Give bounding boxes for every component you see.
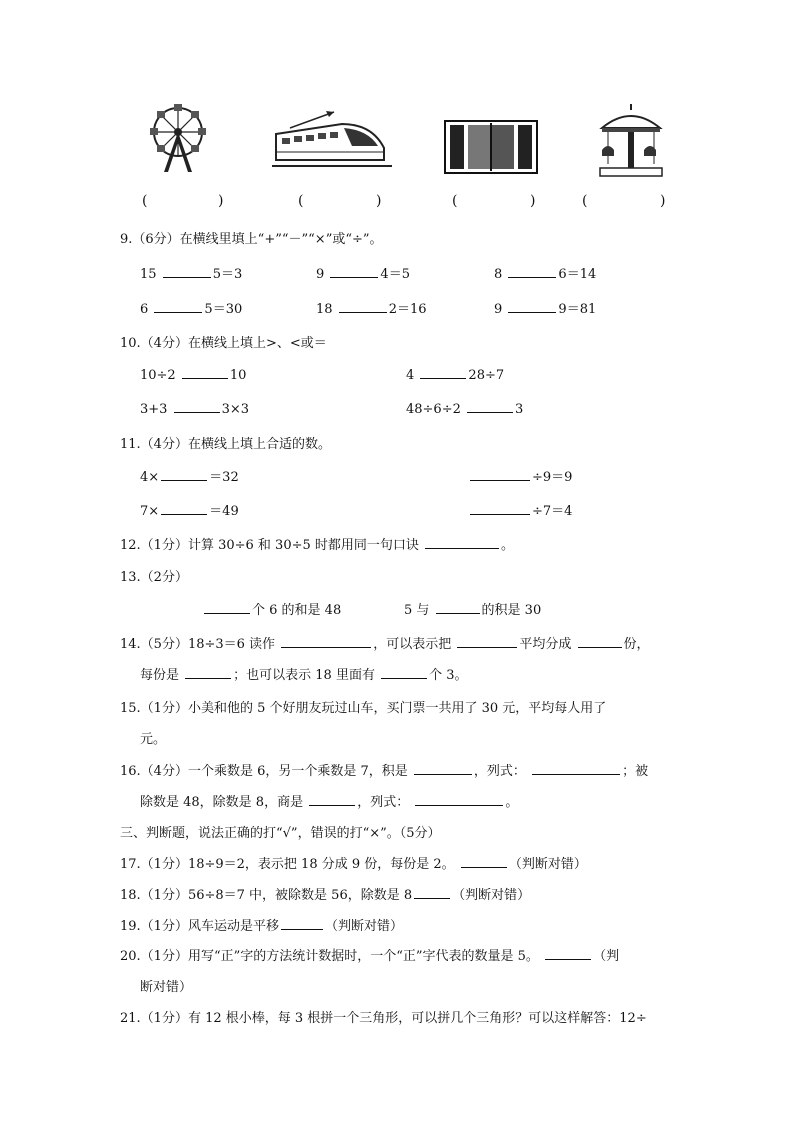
answer-blank[interactable] <box>281 916 323 930</box>
answer-blank[interactable] <box>281 634 371 648</box>
answer-blank[interactable] <box>470 467 530 481</box>
question-21: 21.（1分）有 12 根小棒，每 3 根拼一个三角形，可以拼几个三角形？可以这样解答：12÷ <box>120 1011 647 1026</box>
answer-blank[interactable] <box>578 634 622 648</box>
answer-blank[interactable] <box>415 792 503 806</box>
answer-paren-close-2: ) <box>376 193 382 209</box>
answer-paren-open-2: ( <box>298 193 304 209</box>
question-15-line-2: 元。 <box>140 732 167 747</box>
q10-item-4: 48÷6÷2 3 <box>406 399 523 417</box>
q9-item-5: 18 2＝16 <box>316 298 427 317</box>
answer-blank[interactable] <box>154 299 202 313</box>
answer-paren-open-3: ( <box>452 193 458 209</box>
answer-blank[interactable] <box>204 600 250 614</box>
question-12: 12.（1分）计算 30÷6 和 30÷5 时都用同一句口诀 。 <box>120 534 514 553</box>
answer-blank[interactable] <box>174 399 220 413</box>
answer-blank[interactable] <box>339 299 387 313</box>
answer-paren-open-1: ( <box>142 193 148 209</box>
answer-paren-open-4: ( <box>582 193 588 209</box>
question-16-line-2: 除数是 48，除数是 8，商是 ，列式： 。 <box>140 791 518 810</box>
answer-blank[interactable] <box>381 665 427 679</box>
question-14-line-1: 14.（5分）18÷3＝6 读作 ，可以表示把 平均分成 份， <box>120 633 650 652</box>
answer-blank[interactable] <box>457 634 517 648</box>
q9-item-2: 9 4＝5 <box>316 263 410 282</box>
question-10-heading: 10.（4分）在横线上填上>、<或＝ <box>120 336 327 351</box>
answer-blank[interactable] <box>163 264 211 278</box>
answer-blank[interactable] <box>185 665 231 679</box>
question-17: 17.（1分）18÷9＝2，表示把 18 分成 9 份，每份是 2。 （判断对错） <box>120 853 587 872</box>
carousel-icon <box>598 102 664 178</box>
answer-blank[interactable] <box>508 264 556 278</box>
q11-item-1: 4× ＝32 <box>140 466 239 485</box>
answer-paren-close-1: ) <box>218 193 224 209</box>
answer-paren-close-3: ) <box>530 193 536 209</box>
q13-item-1: 个 6 的和是 48 <box>202 599 341 618</box>
question-20-line-2: 断对错） <box>140 980 193 995</box>
sliding-door-icon <box>444 120 538 174</box>
answer-blank[interactable] <box>532 761 620 775</box>
answer-blank[interactable] <box>470 501 530 515</box>
answer-blank[interactable] <box>436 600 480 614</box>
q10-item-2: 4 28÷7 <box>406 365 504 383</box>
question-19: 19.（1分）风车运动是平移 （判断对错） <box>120 915 403 934</box>
q9-item-6: 9 9＝81 <box>494 298 596 317</box>
train-icon <box>272 106 394 172</box>
question-13-heading: 13.（2分） <box>120 570 188 585</box>
q10-item-3: 3+3 3×3 <box>140 399 249 417</box>
answer-blank[interactable] <box>461 854 507 868</box>
q10-item-1: 10÷2 10 <box>140 365 246 383</box>
answer-blank[interactable] <box>414 761 472 775</box>
question-18: 18.（1分）56÷8＝7 中，被除数是 56，除数是 8 （判断对错） <box>120 884 530 903</box>
answer-blank[interactable] <box>420 365 466 379</box>
answer-paren-close-4: ) <box>660 193 666 209</box>
question-11-heading: 11.（4分）在横线上填上合适的数。 <box>120 437 331 452</box>
q9-item-4: 6 5＝30 <box>140 298 242 317</box>
q13-item-2: 5 与 的积是 30 <box>404 599 541 618</box>
question-9-heading: 9.（6分）在横线里填上“+”“－”“×”或“÷”。 <box>120 232 383 247</box>
question-20-line-1: 20.（1分）用写“正”字的方法统计数据时，一个“正”字代表的数量是 5。 （判 <box>120 945 619 964</box>
answer-blank[interactable] <box>330 264 378 278</box>
answer-blank[interactable] <box>182 365 228 379</box>
ferris-wheel-icon <box>142 102 214 174</box>
answer-blank[interactable] <box>309 792 355 806</box>
q11-item-2: ÷9＝9 <box>468 466 572 485</box>
q9-item-3: 8 6＝14 <box>494 263 596 282</box>
answer-blank[interactable] <box>425 535 499 549</box>
answer-blank[interactable] <box>161 467 207 481</box>
question-16-line-1: 16.（4分）一个乘数是 6，另一个乘数是 7，积是 ，列式： ；被 <box>120 760 648 779</box>
answer-blank[interactable] <box>508 299 556 313</box>
answer-blank[interactable] <box>161 501 207 515</box>
question-14-line-2: 每份是 ；也可以表示 18 里面有 个 3。 <box>140 664 468 683</box>
question-15-line-1: 15.（1分）小美和他的 5 个好朋友玩过山车，买门票一共用了 30 元，平均每人用了 <box>120 701 607 716</box>
q11-item-3: 7× ＝49 <box>140 500 239 519</box>
q9-item-1: 15 5＝3 <box>140 263 242 282</box>
q11-item-4: ÷7＝4 <box>468 500 572 519</box>
answer-blank[interactable] <box>545 946 591 960</box>
section-3-heading: 三、判断题，说法正确的打“√”，错误的打“×”。（5分） <box>120 826 441 841</box>
answer-blank[interactable] <box>467 399 513 413</box>
answer-blank[interactable] <box>414 885 450 899</box>
